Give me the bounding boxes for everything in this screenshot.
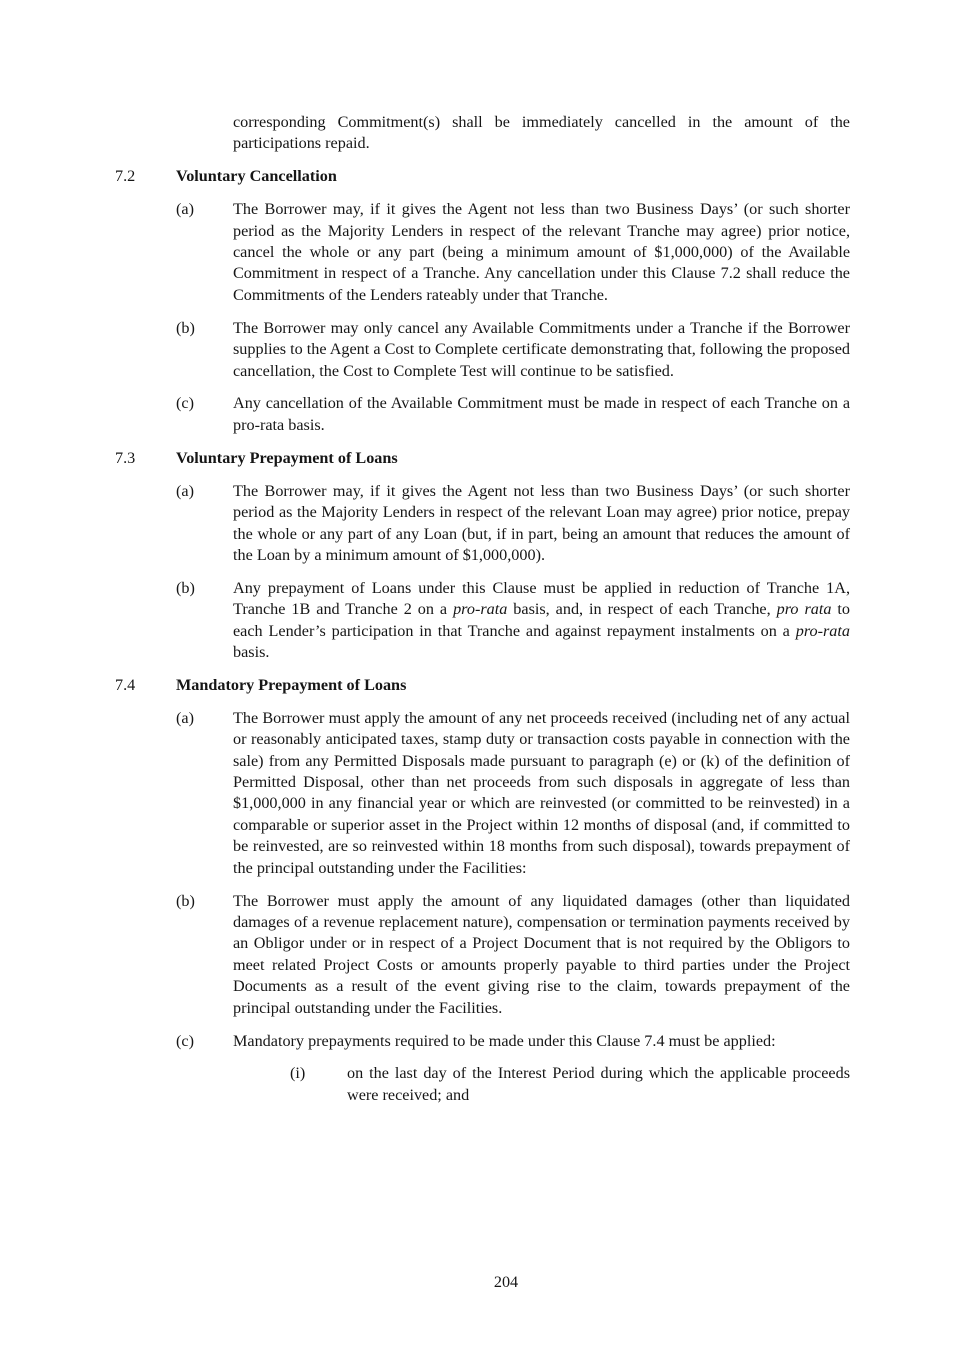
section-title: Mandatory Prepayment of Loans [176,675,407,694]
section-number: 7.4 [115,675,136,694]
text-run: Any cancellation of the Available Commitment must be made in respect of each Tranche on a pro-rata basis. [233,394,850,434]
item-text [233,318,850,382]
page-number: 204 [493,1273,519,1291]
list-item [115,318,850,382]
text-run: corresponding Commitment(s) shall be immediately cancelled in the amount of the participations repaid. [233,113,850,153]
italic-text-run: pro-rata [453,600,508,619]
list-item [115,393,850,436]
text-run: Any prepayment of Loans under this Clause must be applied in reduction of Tranche 1A, Tranche 1B and Tranche 2 on a [233,578,850,619]
item-label: (a) [176,708,194,727]
text-run: The Borrower must apply the amount of any liquidated damages (other than liquidated damages of a revenue replacement nature), compensation or termination payments received by an Obligor under or in respect of a Project Document that is not required by the Obligors to meet related Project Costs or amounts properly payable to third parties under the Project Documents as a result of the event giving rise to the claim, towards prepayment of the principal outstanding under the Facilities. [233,891,850,1017]
item-text [233,481,850,567]
item-text [233,393,850,436]
continuation-paragraph [115,112,850,155]
item-label: (b) [176,578,195,597]
item-label: (a) [176,200,194,219]
text-run: basis. [233,643,270,662]
list-item [115,1031,850,1052]
item-text [233,1031,850,1052]
list-item [115,199,850,306]
list-item [115,481,850,567]
list-item [115,708,850,879]
item-text [347,1063,850,1106]
text-run: The Borrower must apply the amount of any net proceeds received (including net of any actual or reasonably anticipated taxes, stamp duty or transaction costs payable in connection with the sale) from any Permitted Disposals made pursuant to paragraph (e) or (k) of the definition of Permitted Disposal, other than net proceeds from such disposals in aggregate of less than $1,000,000 in any financial year or which are reinvested (or committed to be reinvested) in a comparable or superior asset in the Project within 12 months of disposal (and, if committed to be reinvested, are so reinvested within 18 months from such disposal), towards prepayment of the principal outstanding under the Facilities: [233,708,850,877]
text-run: The Borrower may, if it gives the Agent not less than two Business Days’ (or such shorter period as the Majority Lenders in respect of the relevant Tranche may agree) prior notice, cancel the whole or any part (being a minimum amount of $1,000,000) of the Available Commitment in respect of a Tranche. Any cancellation under this Clause 7.2 shall reduce the Commitments of the Lenders rateably under that Tranche. [233,200,850,304]
item-label: (a) [176,481,194,500]
item-text [233,891,850,1019]
item-text [233,708,850,879]
section-heading [115,675,850,696]
item-text [233,199,850,306]
text-run: on the last day of the Interest Period during which the applicable proceeds were received; and [347,1064,850,1104]
section-heading [115,448,850,469]
item-label: (c) [176,394,194,413]
sub-list-item [115,1063,850,1106]
italic-text-run: pro rata [776,600,832,619]
section-heading [115,166,850,187]
text-run: Mandatory prepayments required to be made under this Clause 7.4 must be applied: [233,1031,776,1050]
list-item [115,891,850,1019]
item-label: (c) [176,1031,194,1050]
text-run: The Borrower may only cancel any Available Commitments under a Tranche if the Borrower supplies to the Agent a Cost to Complete certificate demonstrating that, following the proposed cancellation, the Cost to Complete Test will continue to be satisfied. [233,318,850,380]
text-run: to each Lender’s participation in that Tranche and against repayment instalments on a [233,600,851,640]
text-run: basis, and, in respect of each Tranche, [507,600,777,619]
item-text [233,578,850,664]
item-label: (i) [290,1064,306,1083]
section-title: Voluntary Prepayment of Loans [176,448,398,467]
italic-text-run: pro-rata [795,621,850,640]
section-number: 7.2 [115,167,136,186]
section-title: Voluntary Cancellation [176,167,337,186]
section-number: 7.3 [115,448,136,467]
text-run: The Borrower may, if it gives the Agent not less than two Business Days’ (or such shorter period as the Majority Lenders in respect of the relevant Loan may agree) prior notice, prepay the whole or any part of any Loan (but, if in part, being an amount that reduces the amount of the Loan by a minimum amount of $1,000,000). [233,481,850,564]
list-item [115,578,850,664]
item-label: (b) [176,891,195,910]
item-label: (b) [176,318,195,337]
